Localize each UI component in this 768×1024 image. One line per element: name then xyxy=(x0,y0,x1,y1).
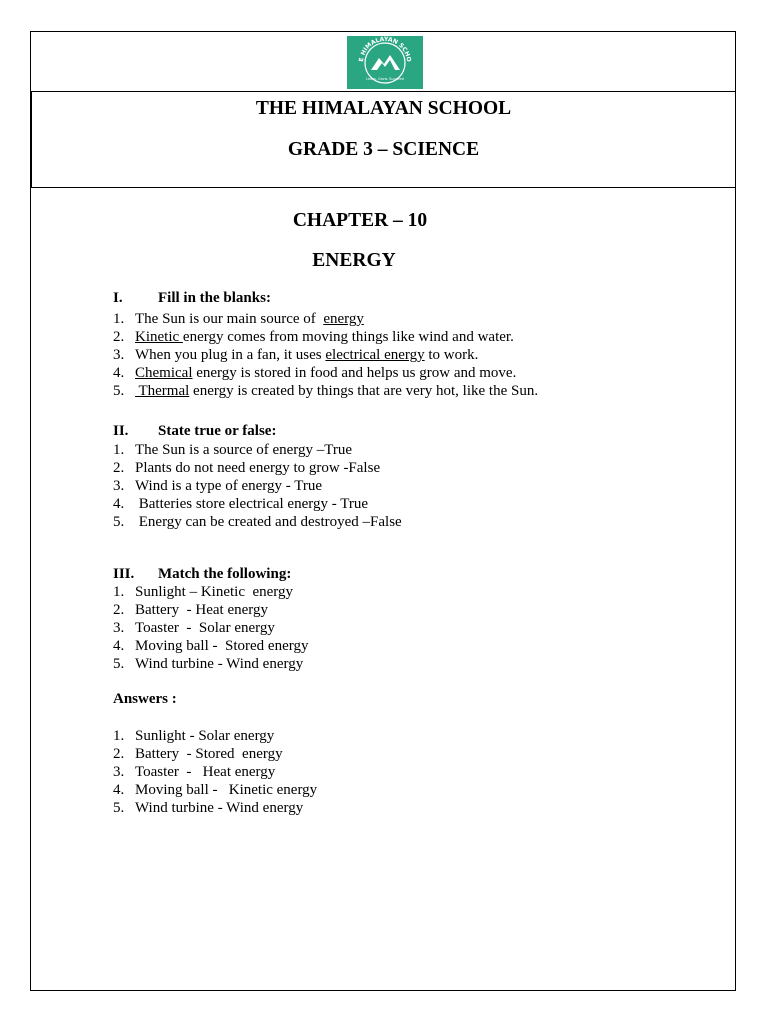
list-item: 4. Batteries store electrical energy - True xyxy=(113,496,368,512)
logo-tagline: Learn. Grow. Succeed xyxy=(366,77,404,81)
list-item: 2. Kinetic energy comes from moving things like wind and water. xyxy=(113,329,514,345)
school-logo-icon xyxy=(347,36,423,89)
logo-text: E HIMALAYAN SCHO xyxy=(357,36,413,63)
school-name: THE HIMALAYAN SCHOOL xyxy=(255,98,512,119)
list-item: 3. Wind is a type of energy - True xyxy=(113,478,323,494)
list-item: 4. Moving ball - Stored energy xyxy=(113,638,309,654)
section-2-numeral: II. xyxy=(113,423,129,439)
answer-blank: energy xyxy=(323,311,364,327)
list-item: 1. The Sun is a source of energy –True xyxy=(113,442,353,458)
fill-blanks-list xyxy=(113,310,538,400)
section-3-heading xyxy=(113,566,291,583)
grade-title: GRADE 3 – SCIENCE xyxy=(287,139,480,160)
section-2-heading xyxy=(113,423,276,440)
list-item: 5. Wind turbine - Wind energy xyxy=(113,800,304,816)
section-1-heading xyxy=(113,290,271,307)
section-2-title: State true or false: xyxy=(158,423,277,439)
answers-list xyxy=(113,727,317,817)
answer-blank: Thermal xyxy=(135,383,190,399)
section-1-title: Fill in the blanks: xyxy=(158,290,271,306)
answer-blank: electrical energy xyxy=(325,347,425,363)
list-item: 3. When you plug in a fan, it uses electrical energy to work. xyxy=(113,347,479,363)
school-logo xyxy=(347,36,423,89)
chapter-number: CHAPTER – 10 xyxy=(292,210,428,231)
true-false-list xyxy=(113,441,402,531)
list-item: 2. Battery - Stored energy xyxy=(113,746,283,762)
answers-heading: Answers : xyxy=(113,691,177,707)
list-item: 1. Sunlight - Solar energy xyxy=(113,728,275,744)
list-item: 3. Toaster - Heat energy xyxy=(113,764,276,780)
match-list xyxy=(113,583,308,673)
list-item: 3. Toaster - Solar energy xyxy=(113,620,275,636)
list-item: 2. Battery - Heat energy xyxy=(113,602,269,618)
list-item: 4. Chemical energy is stored in food and helps us grow and move. xyxy=(113,365,517,381)
list-item: 2. Plants do not need energy to grow -False xyxy=(113,460,381,476)
list-item: 5. Thermal energy is created by things that are very hot, like the Sun. xyxy=(113,383,539,399)
list-item: 1. The Sun is our main source of energy xyxy=(113,311,364,327)
list-item: 5. Energy can be created and destroyed –False xyxy=(113,514,402,530)
list-item: 1. Sunlight – Kinetic energy xyxy=(113,584,294,600)
chapter-title: ENERGY xyxy=(312,250,396,271)
answer-blank: Chemical xyxy=(135,365,193,381)
list-item: 5. Wind turbine - Wind energy xyxy=(113,656,304,672)
answer-blank: Kinetic xyxy=(135,329,183,345)
header-box xyxy=(31,91,736,188)
section-3-numeral: III. xyxy=(113,566,135,582)
section-1-numeral: I. xyxy=(113,290,123,306)
list-item: 4. Moving ball - Kinetic energy xyxy=(113,782,318,798)
section-3-title: Match the following: xyxy=(158,566,292,582)
